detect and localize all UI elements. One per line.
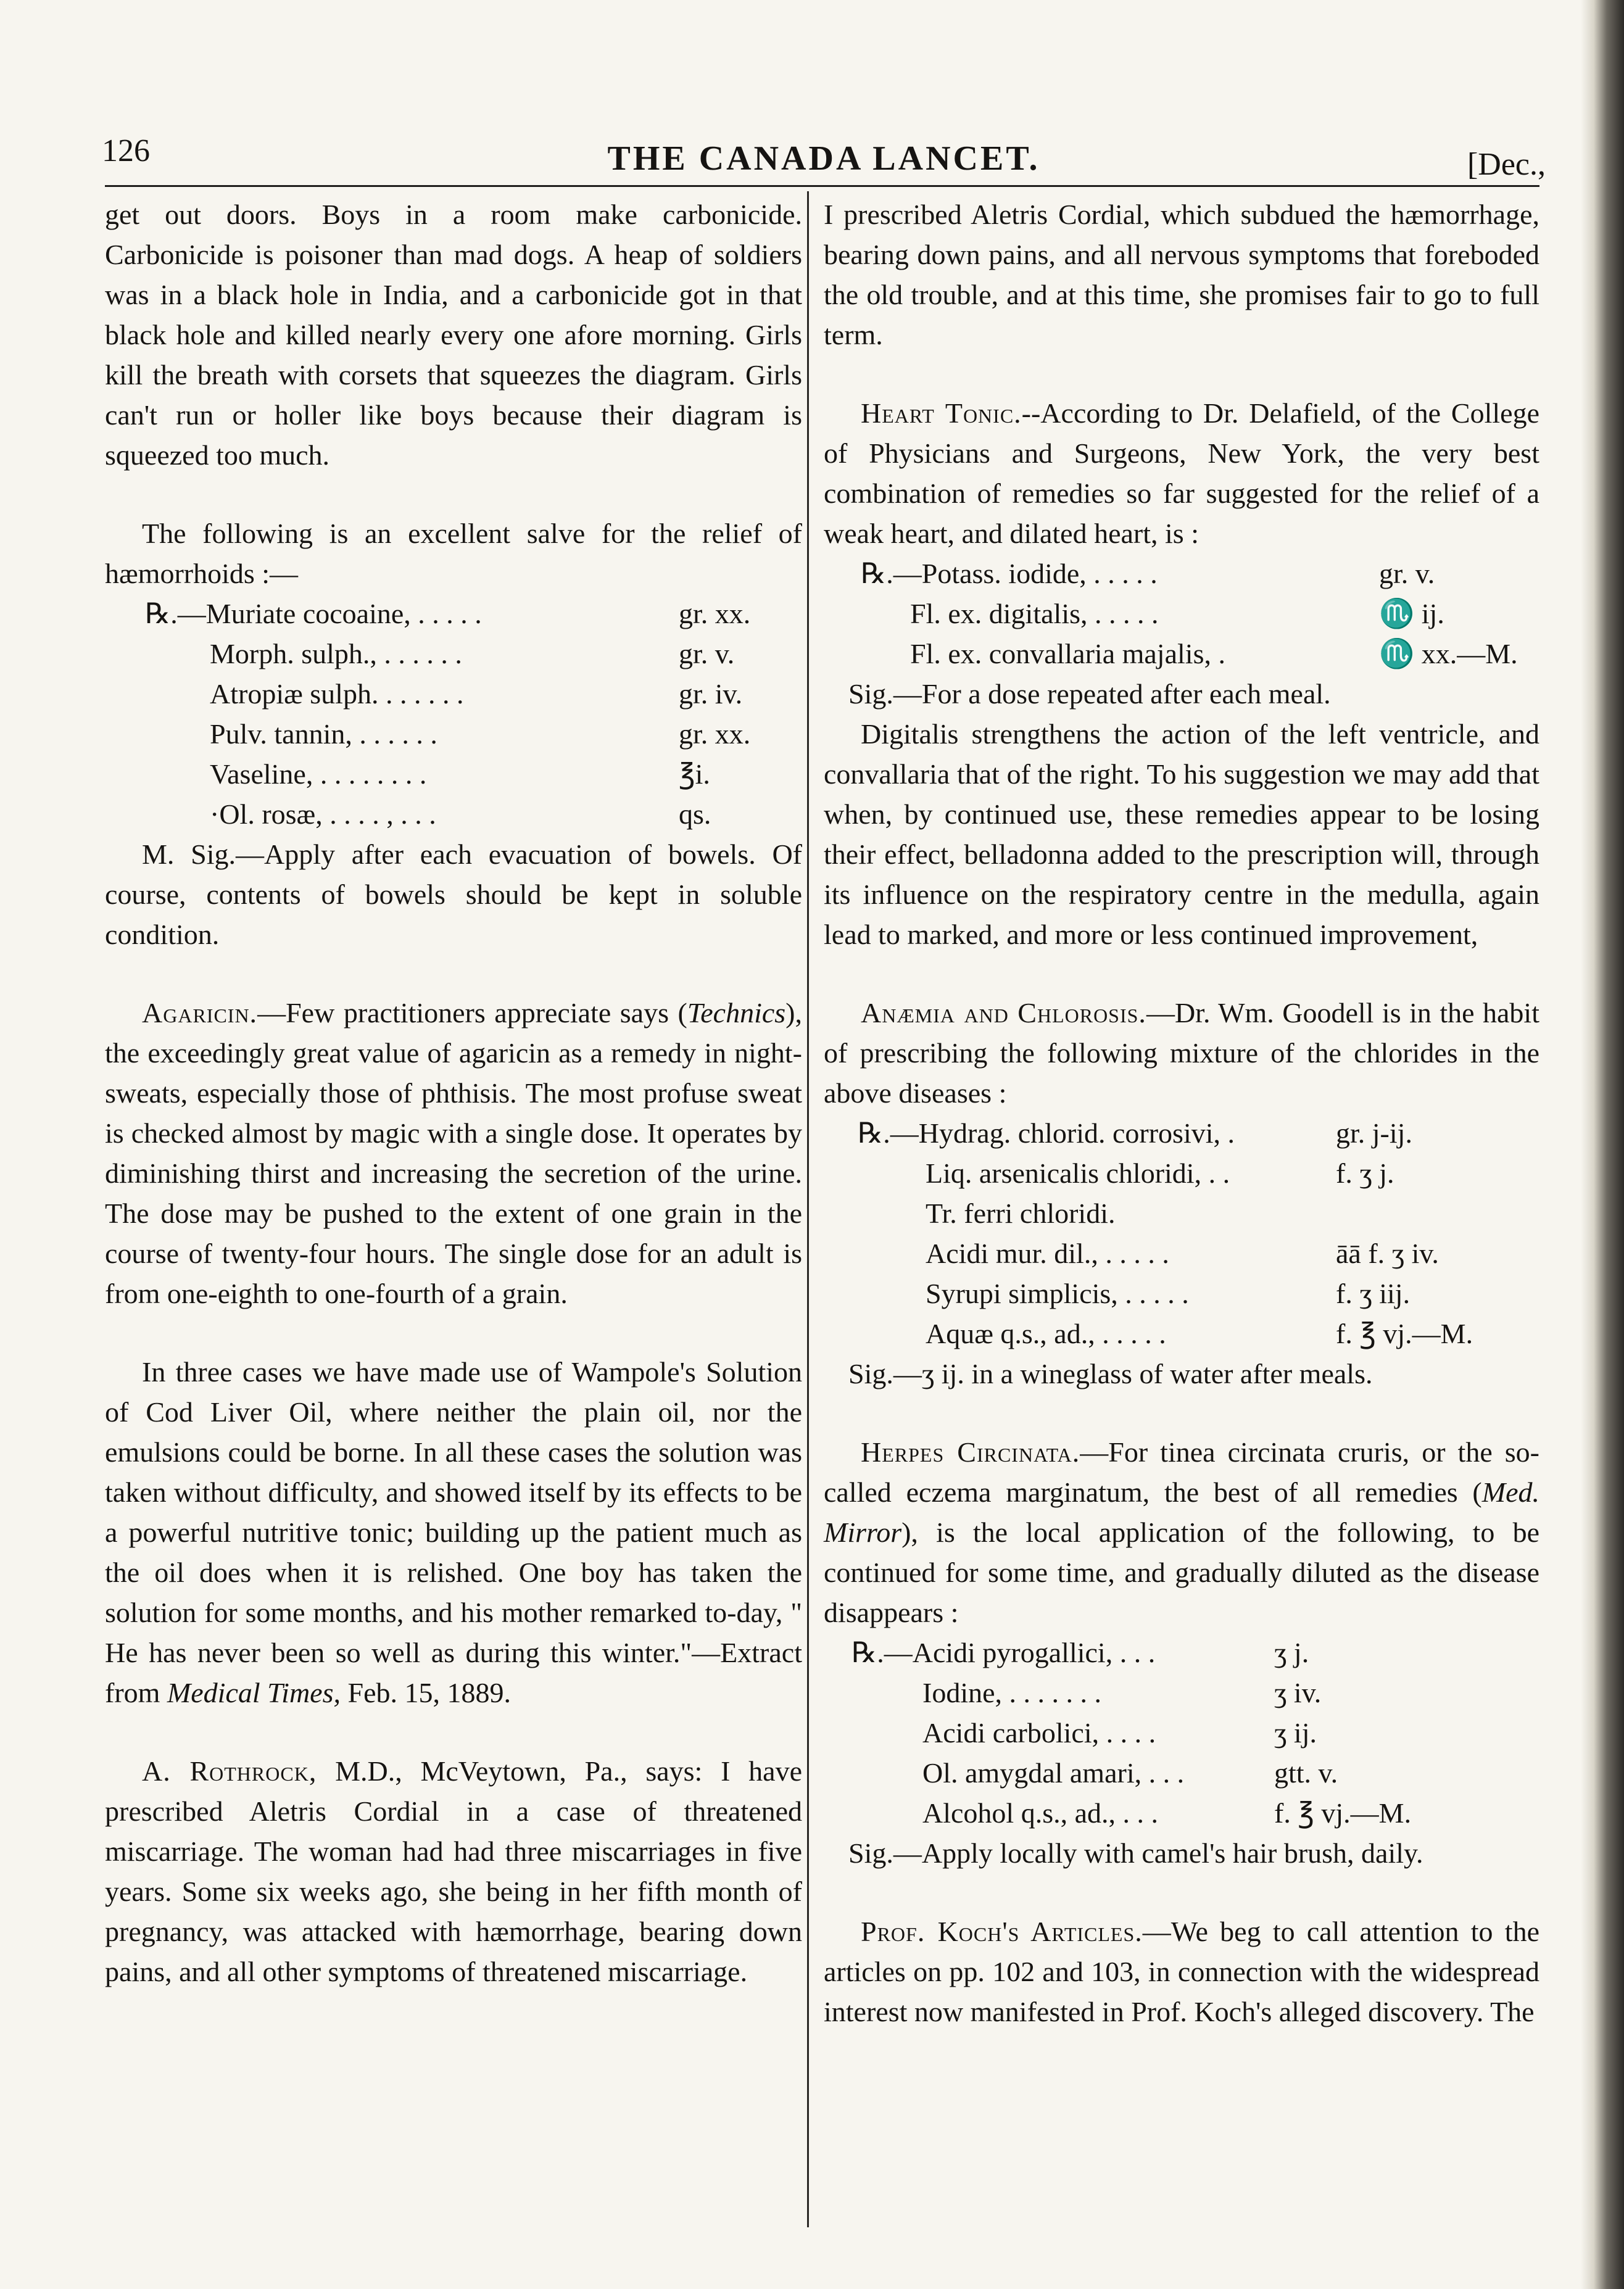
rx-line <box>105 594 802 634</box>
rx-ingredient: Syrupi simplicis, . . . . . <box>926 1278 1189 1309</box>
rx-ingredient: Acidi carbolici, . . . . <box>922 1717 1156 1749</box>
rx-ingredient: Atropiæ sulph. . . . . . . <box>210 678 464 710</box>
rx-line <box>824 553 1539 594</box>
rx-dose: gr. iv. <box>679 678 743 710</box>
salve-prescription <box>105 594 802 834</box>
section-heading-heart-tonic: Heart Tonic. <box>861 397 1022 429</box>
rx-ingredient: Fl. ex. convallaria majalis, . <box>910 638 1225 669</box>
source-citation: Med. Mirror <box>824 1476 1539 1548</box>
paragraph-herpes <box>824 1432 1539 1633</box>
rx-line <box>105 714 802 754</box>
section-heading-anaemia: Anæmia and Chlorosis. <box>861 997 1146 1029</box>
rx-dose: ♏ ij. <box>1379 598 1444 629</box>
rx-line <box>824 1673 1539 1713</box>
herpes-text: —For tinea circinata cruris, or the so-called eczema marginatum, the best of all remedies ( <box>824 1436 1540 1508</box>
paragraph-rothrock <box>105 1751 802 1992</box>
rx-dose: f. ʒ j. <box>1336 1157 1394 1189</box>
rx-dose: gr. v. <box>1379 558 1435 589</box>
rx-dose: ʒ j. <box>1274 1637 1309 1668</box>
rx-dose: gtt. v. <box>1274 1757 1338 1789</box>
wampole-date: Feb. 15, 1889. <box>341 1677 511 1708</box>
anaemia-signature: Sig.—ʒ ij. in a wineglass of water after meals. <box>848 1358 1373 1389</box>
rx-line <box>105 794 802 834</box>
heart-signature: Sig.—For a dose repeated after each meal. <box>848 678 1331 710</box>
rx-dose: gr. j-ij. <box>1336 1117 1412 1149</box>
author-name: A. Rothrock, <box>142 1755 317 1787</box>
rx-ingredient: Acidi mur. dil., . . . . . <box>926 1238 1169 1269</box>
rx-line <box>824 1314 1539 1354</box>
column-divider <box>807 191 809 2227</box>
rx-dose: gr. xx. <box>679 598 751 629</box>
salve-signature: M. Sig.—Apply after each evacuation of bowels. Of course, contents of bowels should be kept in soluble condition. <box>105 838 802 950</box>
running-header <box>102 133 1546 188</box>
rx-dose: ♏ xx.—M. <box>1379 638 1518 669</box>
rx-dose: ʒ ij. <box>1274 1717 1317 1749</box>
anaemia-prescription <box>824 1113 1539 1354</box>
rx-ingredient: Vaseline, . . . . . . . . <box>210 758 427 790</box>
heart-prescription <box>824 553 1539 674</box>
rx-dose: gr. v. <box>679 638 735 669</box>
rx-dose: f. ʒ iij. <box>1336 1278 1411 1309</box>
rx-ingredient: ℞.—Acidi pyrogallici, . . . <box>851 1637 1156 1668</box>
left-column <box>105 194 802 1992</box>
paragraph-anaemia <box>824 993 1539 1113</box>
rx-dose: qs. <box>679 798 711 830</box>
rx-line <box>824 1273 1539 1314</box>
paragraph-carbonicide: get out doors. Boys in a room make carbonicide. Carbonicide is poisoner than mad dogs. A heap of soldiers was in a black hole in India, and a carbonicide got in that black hole and killed nearly every one afore morning. Girls kill the breath with corsets that squeezes the diagram. Girls can't run or holler like boys because their diagram is squeezed too much. <box>105 199 802 471</box>
rx-dose: gr. xx. <box>679 718 751 750</box>
rx-ingredient: ℞.—Potass. iodide, . . . . . <box>861 558 1158 589</box>
paragraph-agaricin <box>105 993 802 1314</box>
rx-line <box>824 1753 1539 1793</box>
rx-line <box>824 594 1539 634</box>
rx-ingredient: Liq. arsenicalis chloridi, . . <box>926 1157 1230 1189</box>
rx-dose: f. ℥ vj.—M. <box>1336 1318 1473 1349</box>
wampole-text: In three cases we have made use of Wampole's Solution of Cod Liver Oil, where neither the plain oil, nor the emulsions could be borne. In all these cases the solution was taken without difficulty, and showed itself by its effects to be a powerful nutritive tonic; building up the patient much as the oil does when it is relished. One boy has taken the solution for some months, and his mother remarked to-day, " He has never been so well as during this winter."—Extract from <box>105 1356 802 1708</box>
page-number: 126 <box>102 133 150 168</box>
rx-dose: āā f. ʒ iv. <box>1336 1238 1439 1269</box>
rx-ingredient: Iodine, . . . . . . . <box>922 1677 1102 1708</box>
rx-ingredient: Ol. amygdal amari, . . . <box>922 1757 1185 1789</box>
paragraph-salve-intro: The following is an excellent salve for the relief of hæmorrhoids :— <box>105 518 802 589</box>
journal-title: THE CANADA LANCET. <box>607 139 1040 178</box>
rx-ingredient: Tr. ferri chloridi. <box>926 1198 1116 1229</box>
rothrock-text: M.D., McVeytown, Pa., says: I have prescribed Aletris Cordial in a case of threatened miscarriage. The woman had had three miscarriages in five years. Some six weeks ago, she being in her fifth month of pregnancy, was attacked with hæmorrhage, bearing down pains, and all other symptoms of threatened miscarriage. <box>105 1755 802 1987</box>
rx-line <box>824 634 1539 674</box>
rx-ingredient: Morph. sulph., . . . . . . <box>210 638 462 669</box>
rx-line <box>824 1113 1539 1153</box>
section-heading-herpes: Herpes Circinata. <box>861 1436 1080 1468</box>
section-heading-agaricin: Agaricin. <box>142 997 258 1029</box>
heart-tonic-text: --According to Dr. Delafield, of the College of Physicians and Surgeons, New York, the very best combination of remedies so far suggested for the relief of a weak heart, and dilated heart, is : <box>824 397 1539 549</box>
herpes-signature: Sig.—Apply locally with camel's hair brush, daily. <box>848 1837 1423 1869</box>
header-month: [Dec., <box>1467 147 1546 182</box>
rx-line <box>824 1193 1539 1233</box>
rx-line <box>824 1793 1539 1833</box>
rx-line <box>105 674 802 714</box>
paragraph-wampole <box>105 1352 802 1713</box>
rx-ingredient: Pulv. tannin, . . . . . . <box>210 718 437 750</box>
source-citation: Medical Times, <box>167 1677 341 1708</box>
agaricin-text: —Few practitioners appreciate says ( <box>257 997 687 1029</box>
paragraph-heart-tonic <box>824 393 1539 553</box>
agaricin-text-cont: ), the exceedingly great value of agaricin as a remedy in night-sweats, especially those of phthisis. The most profuse sweat is checked almost by magic with a single dose. It operates by diminishing thirst and increasing the secretion of the urine. The dose may be pushed to the extent of one grain in the course of twenty-four hours. The single dose for an adult is from one-eighth to one-fourth of a grain. <box>105 997 802 1309</box>
rx-ingredient: Alcohol q.s., ad., . . . <box>922 1797 1159 1829</box>
rx-ingredient: ·Ol. rosæ, . . . . , . . . <box>210 798 436 830</box>
rx-line <box>105 754 802 794</box>
header-rule <box>105 185 1539 187</box>
paragraph-digitalis: Digitalis strengthens the action of the left ventricle, and convallaria that of the right. To his suggestion we may add that when, by continued use, these remedies appear to be losing their effect, belladonna added to the prescription will, through its influence on the respiratory centre in the medulla, again lead to marked, and more or less continued improvement, <box>824 718 1539 950</box>
right-column <box>824 194 1539 2032</box>
page-edge-shadow <box>1581 0 1624 2289</box>
rx-dose: ℥i. <box>679 758 710 790</box>
koch-text: —We beg to call attention to the articles on pp. 102 and 103, in connection with the widespread interest now manifested in Prof. Koch's alleged discovery. The <box>824 1916 1539 2027</box>
source-citation: Technics <box>687 997 786 1029</box>
rx-line <box>824 1233 1539 1273</box>
rx-dose: f. ℥ vj.—M. <box>1274 1797 1412 1829</box>
paragraph-aletris-cont: I prescribed Aletris Cordial, which subdued the hæmorrhage, bearing down pains, and all nervous symptoms that foreboded the old trouble, and at this time, she promises fair to go to full term. <box>824 199 1539 350</box>
rx-dose: ʒ iv. <box>1274 1677 1322 1708</box>
rx-line <box>824 1633 1539 1673</box>
rx-line <box>105 634 802 674</box>
rx-line <box>824 1713 1539 1753</box>
rx-ingredient: ℞.—Muriate cocoaine, . . . . . <box>145 598 482 629</box>
rx-ingredient: Aquæ q.s., ad., . . . . . <box>926 1318 1166 1349</box>
rx-ingredient: ℞.—Hydrag. chlorid. corrosivi, . <box>858 1117 1235 1149</box>
section-heading-koch: Prof. Koch's Articles. <box>861 1916 1143 1947</box>
herpes-prescription <box>824 1633 1539 1833</box>
anaemia-text: —Dr. Wm. Goodell is in the habit of prescribing the following mixture of the chlorides in the above diseases : <box>824 997 1539 1109</box>
rx-line <box>824 1153 1539 1193</box>
rx-ingredient: Fl. ex. digitalis, . . . . . <box>910 598 1159 629</box>
herpes-text-cont: ), is the local application of the following, to be continued for some time, and gradually diluted as the disease disappears : <box>824 1517 1539 1628</box>
paragraph-koch <box>824 1911 1539 2032</box>
